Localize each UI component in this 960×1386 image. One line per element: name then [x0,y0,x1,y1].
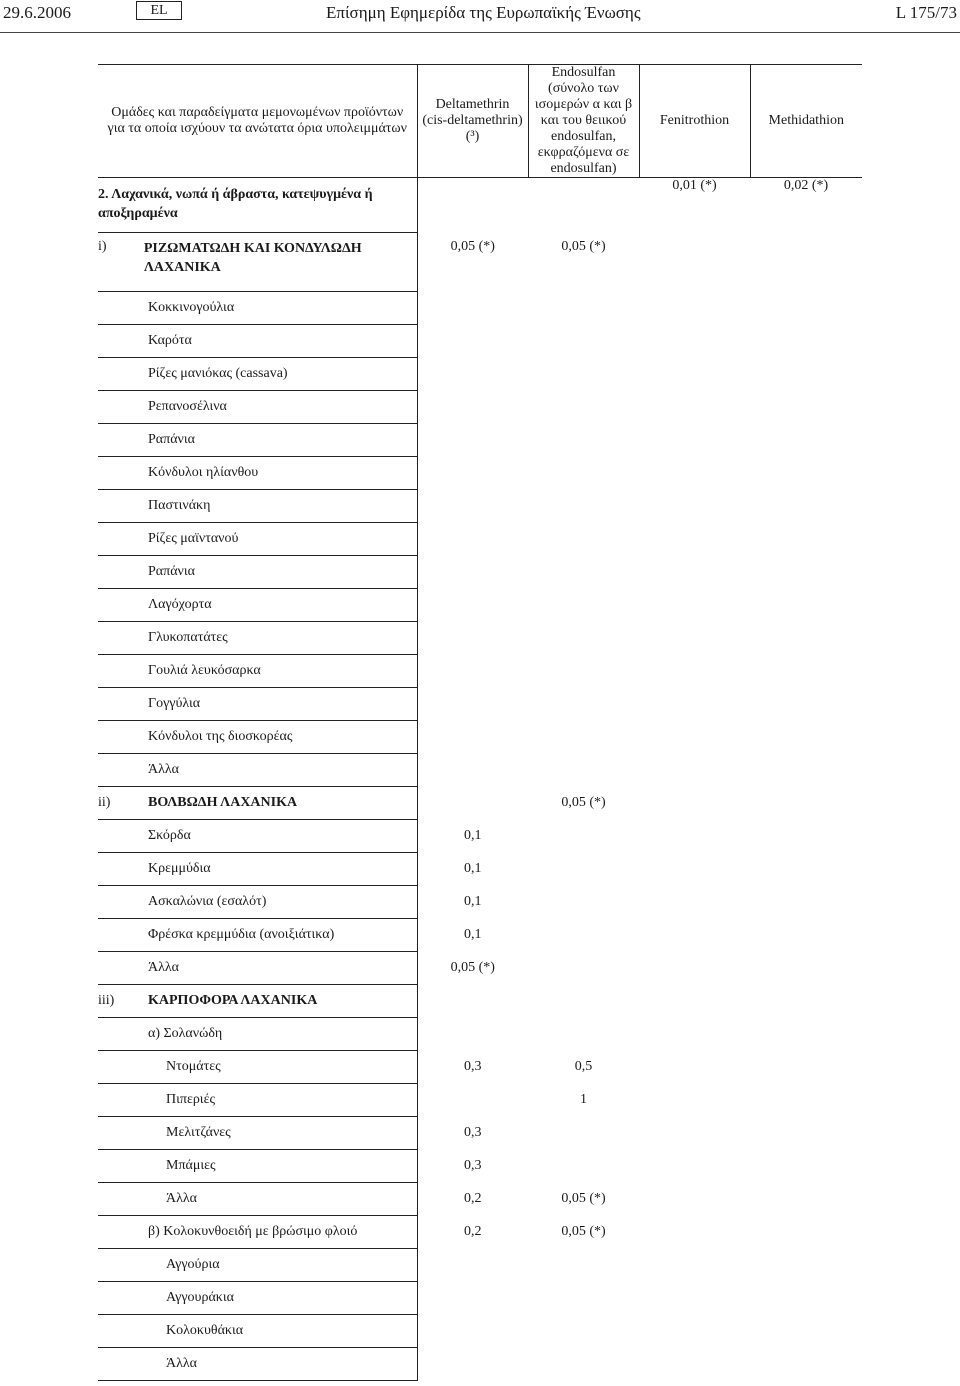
table-row [98,1051,862,1084]
fenitrothion-value [639,1183,750,1216]
table-row [98,1150,862,1183]
methidathion-value [750,820,862,853]
section-row [98,178,862,233]
subgroup-label: β) Κολοκυνθοειδή με βρώσιμο φλοιό [98,1216,417,1249]
methidathion-value: 0,02 (*) [783,178,829,193]
methidathion-value [750,1282,862,1315]
methidathion-value [750,1084,862,1117]
col-header-endosulfan: Endosulfan (σύνολο των ισομερών α και β και του θειικού endosulfan, εκφραζόμενα σε endosulfan) [528,65,639,178]
product-name: Καρότα [98,325,417,358]
deltamethrin-value [417,1249,528,1282]
table-row [98,1084,862,1117]
deltamethrin-value: 0,1 [464,861,482,876]
product-name: Ρεπανοσέλινα [98,391,417,424]
endosulfan-value [528,721,639,754]
deltamethrin-value [417,721,528,754]
product-name: Κοκκινογούλια [98,292,417,325]
product-name: Άλλα [98,1183,417,1216]
deltamethrin-value [417,655,528,688]
endosulfan-value: 0,05 (*) [561,1224,606,1239]
table-row [98,391,862,424]
table-row [98,754,862,787]
methidathion-value [750,853,862,886]
fenitrothion-value [639,457,750,490]
product-name: Λαγόχορτα [98,589,417,622]
deltamethrin-value [417,358,528,391]
section-label: 2. Λαχανικά, νωπά ή άβραστα, κατεψυγμένα ή αποξηραμένα [98,187,373,221]
product-name: Αγγουράκια [98,1282,417,1315]
deltamethrin-value [417,1084,528,1117]
methidathion-value [750,523,862,556]
endosulfan-value: 0,5 [574,1059,593,1074]
page-header [0,0,960,32]
product-name: Άλλα [98,952,417,985]
deltamethrin-value [417,556,528,589]
fenitrothion-value [639,292,750,325]
endosulfan-value [528,688,639,721]
endosulfan-value [528,1249,639,1282]
methidathion-value [750,589,862,622]
fenitrothion-value [639,1084,750,1117]
product-name: Ραπάνια [98,424,417,457]
endosulfan-value [528,1117,639,1150]
subgroup-row [98,1018,862,1051]
product-name: Σκόρδα [98,820,417,853]
fenitrothion-value [639,490,750,523]
methidathion-value [750,1249,862,1282]
table-row [98,1315,862,1348]
endosulfan-value: 1 [580,1092,587,1107]
header-divider [0,32,960,33]
language-badge: EL [136,1,182,20]
methidathion-value [750,424,862,457]
fenitrothion-value [639,688,750,721]
endosulfan-value [528,424,639,457]
table-row [98,1183,862,1216]
table-row [98,688,862,721]
fenitrothion-value [639,556,750,589]
endosulfan-value [528,853,639,886]
endosulfan-value [528,820,639,853]
methidathion-value [750,754,862,787]
product-name: Κολοκυθάκια [98,1315,417,1348]
col-header-methidathion: Methidathion [750,65,862,178]
table-row [98,523,862,556]
methidathion-value [750,688,862,721]
methidathion-value [750,325,862,358]
table-row [98,1249,862,1282]
group-label: ΚΑΡΠΟΦΟΡΑ ΛΑΧΑΝΙΚΑ [148,993,318,1008]
product-name: Μπάμιες [98,1150,417,1183]
endosulfan-value [528,325,639,358]
fenitrothion-value [639,622,750,655]
fenitrothion-value [639,391,750,424]
methidathion-value [750,1051,862,1084]
methidathion-value [750,457,862,490]
deltamethrin-value: 0,1 [464,927,482,942]
table-row [98,589,862,622]
deltamethrin-value [417,523,528,556]
endosulfan-value [528,457,639,490]
table-row [98,622,862,655]
fenitrothion-value [639,886,750,919]
table-row [98,655,862,688]
table-row [98,919,862,952]
methidathion-value [750,358,862,391]
group-row [98,233,862,292]
endosulfan-value: 0,05 (*) [561,795,606,810]
endosulfan-value [528,523,639,556]
deltamethrin-value: 0,3 [464,1125,482,1140]
fenitrothion-value [639,1051,750,1084]
fenitrothion-value [639,655,750,688]
journal-title: Επίσημη Εφημερίδα της Ευρωπαϊκής Ένωσης [326,3,641,22]
product-name: Άλλα [98,754,417,787]
table-row [98,1282,862,1315]
fenitrothion-value [639,1249,750,1282]
fenitrothion-value [639,853,750,886]
endosulfan-value [528,1282,639,1315]
product-name: Ασκαλώνια (εσαλότ) [98,886,417,919]
endosulfan-value [528,655,639,688]
endosulfan-value [528,952,639,985]
endosulfan-value [528,358,639,391]
methidathion-value [750,292,862,325]
fenitrothion-value [639,721,750,754]
deltamethrin-value: 0,05 (*) [450,238,495,254]
group-prefix: ii) [98,795,111,810]
deltamethrin-value [417,292,528,325]
methidathion-value [750,490,862,523]
deltamethrin-value: 0,3 [464,1059,482,1074]
fenitrothion-value [639,754,750,787]
product-name: Πιπεριές [98,1084,417,1117]
page-number: L 175/73 [895,3,957,22]
table-row [98,556,862,589]
endosulfan-value [528,754,639,787]
product-name: Γλυκοπατάτες [98,622,417,655]
table-row [98,457,862,490]
product-name: Γουλιά λευκόσαρκα [98,655,417,688]
methidathion-value [750,1348,862,1381]
col-header-fenitrothion: Fenitrothion [639,65,750,178]
table-row [98,424,862,457]
deltamethrin-value [417,622,528,655]
deltamethrin-value [417,490,528,523]
methidathion-value [750,721,862,754]
endosulfan-value [528,886,639,919]
endosulfan-value [528,1315,639,1348]
endosulfan-value [528,391,639,424]
methidathion-value [750,655,862,688]
methidathion-value [750,1150,862,1183]
table-row [98,292,862,325]
deltamethrin-value: 0,2 [464,1224,482,1239]
fenitrothion-value [639,523,750,556]
group-label: ΒΟΛΒΩΔΗ ΛΑΧΑΝΙΚΑ [148,795,298,810]
product-name: Κρεμμύδια [98,853,417,886]
table-row [98,490,862,523]
deltamethrin-value [417,1282,528,1315]
endosulfan-value [528,1150,639,1183]
methidathion-value [750,886,862,919]
product-name: Ρίζες μαϊντανού [98,523,417,556]
endosulfan-value: 0,05 (*) [561,1191,606,1206]
endosulfan-value [528,556,639,589]
fenitrothion-value [639,952,750,985]
subgroup-row [98,1216,862,1249]
product-name: Κόνδυλοι της διοσκορέας [98,721,417,754]
group-row [98,787,862,820]
product-name: Ραπάνια [98,556,417,589]
table-row [98,952,862,985]
subgroup-label: α) Σολανώδη [98,1018,417,1051]
product-name: Μελιτζάνες [98,1117,417,1150]
table-row [98,1348,862,1381]
methidathion-value [750,622,862,655]
product-name: Ρίζες μανιόκας (cassava) [98,358,417,391]
fenitrothion-value [639,1315,750,1348]
fenitrothion-value [639,325,750,358]
endosulfan-value [528,292,639,325]
fenitrothion-value [639,919,750,952]
product-name: Άλλα [98,1348,417,1381]
product-name: Γογγύλια [98,688,417,721]
table-row [98,721,862,754]
table-row [98,853,862,886]
deltamethrin-value: 0,3 [464,1158,482,1173]
col-header-deltamethrin: Deltamethrin (cis-deltamethrin) (³) [417,65,528,178]
methidathion-value [750,1183,862,1216]
col-header-group: Ομάδες και παραδείγματα μεμονωμένων προϊόντων για τα οποία ισχύουν τα ανώτατα όρια υπολειμμάτων [98,65,417,178]
fenitrothion-value [639,1282,750,1315]
methidathion-value [750,919,862,952]
methidathion-value [750,556,862,589]
table-row [98,325,862,358]
fenitrothion-value [639,820,750,853]
group-label: ΡΙΖΩΜΑΤΩΔΗ ΚΑΙ ΚΟΝΔΥΛΩΔΗ ΛΑΧΑΝΙΚΑ [143,241,362,275]
fenitrothion-value [639,1117,750,1150]
table-row [98,820,862,853]
journal-date: 29.6.2006 [3,3,71,22]
deltamethrin-value [417,325,528,358]
deltamethrin-value [417,754,528,787]
fenitrothion-value [639,1348,750,1381]
deltamethrin-value [417,424,528,457]
group-prefix: iii) [98,993,115,1008]
endosulfan-value [528,1348,639,1381]
table-row [98,1117,862,1150]
endosulfan-value [528,622,639,655]
residue-limits-table [98,64,862,1381]
methidathion-value [750,952,862,985]
deltamethrin-value [417,391,528,424]
product-name: Παστινάκη [98,490,417,523]
deltamethrin-value [417,589,528,622]
deltamethrin-value: 0,2 [464,1191,482,1206]
fenitrothion-value [639,358,750,391]
deltamethrin-value: 0,05 (*) [450,960,495,975]
fenitrothion-value: 0,01 (*) [672,178,717,193]
deltamethrin-value: 0,1 [464,894,482,909]
fenitrothion-value [639,424,750,457]
methidathion-value [750,1117,862,1150]
product-name: Αγγούρια [98,1249,417,1282]
product-name: Κόνδυλοι ηλίανθου [98,457,417,490]
deltamethrin-value [417,1348,528,1381]
fenitrothion-value [639,589,750,622]
product-name: Φρέσκα κρεμμύδια (ανοιξιάτικα) [98,919,417,952]
methidathion-value [750,1315,862,1348]
fenitrothion-value [639,1150,750,1183]
methidathion-value [750,391,862,424]
deltamethrin-value [417,1315,528,1348]
group-prefix: i) [98,239,107,254]
group-row [98,985,862,1018]
product-name: Ντομάτες [98,1051,417,1084]
endosulfan-value [528,589,639,622]
endosulfan-value [528,490,639,523]
table-row [98,886,862,919]
table-row [98,358,862,391]
column-header-row [98,65,862,178]
endosulfan-value [528,919,639,952]
deltamethrin-value: 0,1 [464,828,482,843]
deltamethrin-value [417,457,528,490]
deltamethrin-value [417,688,528,721]
endosulfan-value: 0,05 (*) [561,238,606,254]
